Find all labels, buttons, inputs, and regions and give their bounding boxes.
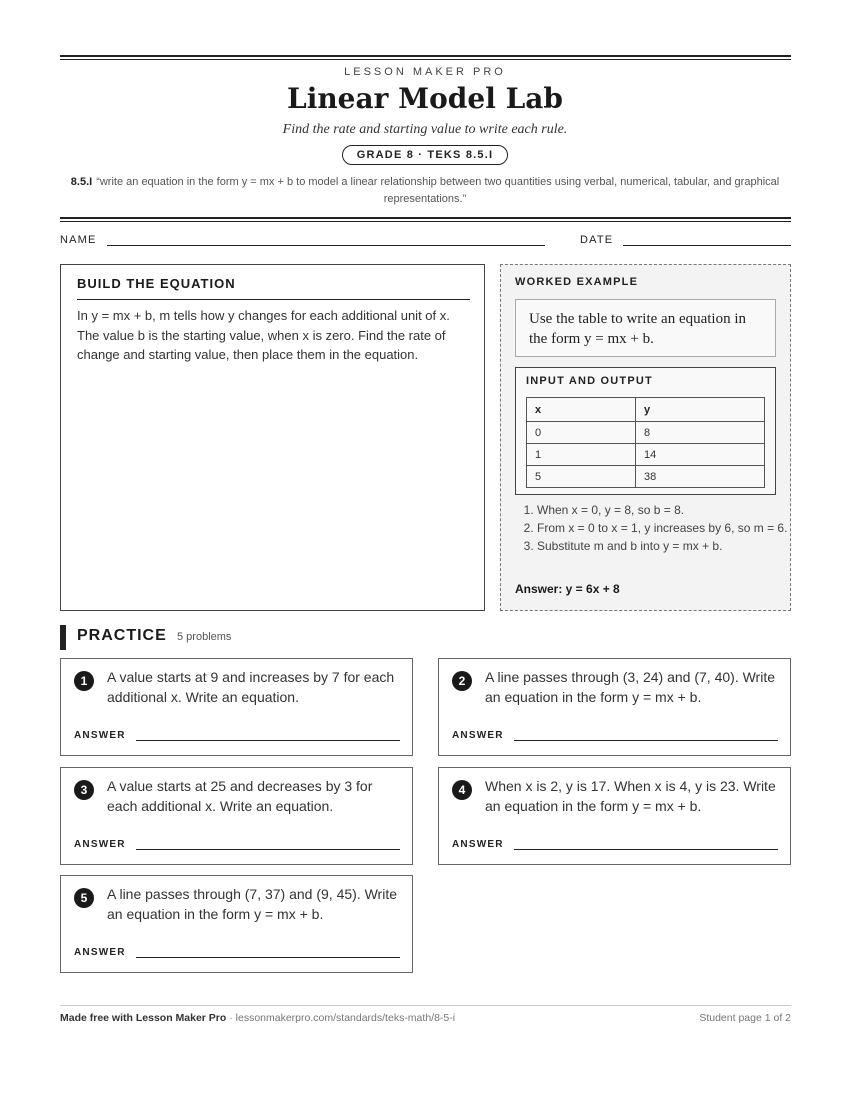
brand-name: LESSON MAKER PRO — [344, 66, 506, 78]
standard-text: “write an equation in the form y = mx + b to model a linear relationship between two quantities using verbal, numerical, tabular, and graphical representations.” — [96, 176, 780, 205]
build-equation-text: In y = mx + b, m tells how y changes for each additional unit of x. The value b is the starting value, when x is zero. Find the rate of change and starting value, then place them in the equation. — [77, 308, 450, 362]
answer-label: ANSWER — [452, 839, 504, 850]
worked-example-answer: Answer: y = 6x + 8 — [515, 582, 620, 596]
table-cell: 1 — [527, 444, 636, 466]
worked-example-title: WORKED EXAMPLE — [515, 276, 639, 288]
problem-text: A line passes through (3, 24) and (7, 40). Write an equation in the form y = mx + b. — [485, 669, 776, 705]
problem-text: A line passes through (7, 37) and (9, 45). Write an equation in the form y = mx + b. — [107, 886, 398, 922]
page-subtitle: Find the rate and starting value to write each rule. — [282, 122, 568, 137]
practice-title: PRACTICE — [77, 627, 167, 644]
table-row — [527, 422, 765, 444]
page-title: Linear Model Lab — [287, 82, 563, 115]
problem-card-3 — [60, 767, 413, 865]
table-cell: 5 — [527, 466, 636, 488]
problem-card-4 — [438, 767, 791, 865]
worked-example-prompt: Use the table to write an equation in the form y = mx + b. — [515, 299, 776, 357]
column-header-x: x — [527, 398, 636, 422]
problem-number-badge: 2 — [452, 671, 472, 691]
worked-example-steps — [515, 501, 803, 555]
date-label: DATE — [580, 234, 614, 246]
footer-page-number: Student page 1 of 2 — [699, 1012, 791, 1024]
practice-count: 5 problems — [177, 631, 232, 643]
standard-code: 8.5.I — [70, 176, 93, 188]
input-output-box — [515, 367, 776, 495]
answer-label: ANSWER — [74, 730, 126, 741]
answer-field[interactable] — [514, 849, 778, 850]
name-label: NAME — [60, 234, 97, 246]
problem-number-badge: 3 — [74, 780, 94, 800]
footer-credit — [60, 1012, 455, 1024]
problem-text: When x is 2, y is 17. When x is 4, y is 23. Write an equation in the form y = mx + b. — [485, 778, 776, 814]
answer-field[interactable] — [136, 849, 400, 850]
table-cell: 14 — [636, 444, 765, 466]
table-row — [527, 466, 765, 488]
step-item: 1. When x = 0, y = 8, so b = 8. — [537, 501, 803, 519]
footer-separator: · — [226, 1012, 236, 1024]
table-cell: 38 — [636, 466, 765, 488]
footer-made-with: Made free with Lesson Maker Pro — [60, 1012, 227, 1024]
build-equation-panel — [60, 264, 485, 611]
build-equation-rule — [77, 299, 470, 300]
answer-label: ANSWER — [452, 730, 504, 741]
table-header-row — [527, 398, 765, 422]
name-date-row — [60, 233, 791, 249]
name-field[interactable] — [107, 245, 545, 246]
standard-description — [64, 174, 786, 208]
input-output-table — [526, 397, 765, 488]
footer-url[interactable]: lessonmakerpro.com/standards/teks-math/8-5-i — [235, 1012, 456, 1024]
column-header-y: y — [636, 398, 765, 422]
header-bottom-rule — [60, 217, 791, 222]
answer-label: ANSWER — [74, 947, 126, 958]
input-output-title: INPUT AND OUTPUT — [526, 375, 653, 387]
answer-field[interactable] — [136, 957, 400, 958]
step-item: 3. Substitute m and b into y = mx + b. — [537, 537, 803, 555]
problem-card-2 — [438, 658, 791, 756]
problem-number-badge: 4 — [452, 780, 472, 800]
table-cell: 8 — [636, 422, 765, 444]
date-field[interactable] — [623, 245, 791, 246]
grade-badge: GRADE 8 · TEKS 8.5.I — [342, 145, 508, 165]
practice-accent-bar — [60, 625, 66, 650]
build-equation-title: BUILD THE EQUATION — [77, 276, 236, 291]
problem-card-1 — [60, 658, 413, 756]
problem-number-badge: 1 — [74, 671, 94, 691]
problem-card-5 — [60, 875, 413, 973]
answer-field[interactable] — [514, 740, 778, 741]
problem-text: A value starts at 9 and increases by 7 for each additional x. Write an equation. — [107, 669, 395, 705]
step-item: 2. From x = 0 to x = 1, y increases by 6, so m = 6. — [537, 519, 803, 537]
header-top-rule — [60, 55, 791, 60]
answer-label: ANSWER — [74, 839, 126, 850]
answer-field[interactable] — [136, 740, 400, 741]
problem-text: A value starts at 25 and decreases by 3 for each additional x. Write an equation. — [107, 778, 373, 814]
problem-number-badge: 5 — [74, 888, 94, 908]
footer-rule — [60, 1005, 791, 1006]
table-row — [527, 444, 765, 466]
table-cell: 0 — [527, 422, 636, 444]
worked-example-panel — [500, 264, 791, 611]
